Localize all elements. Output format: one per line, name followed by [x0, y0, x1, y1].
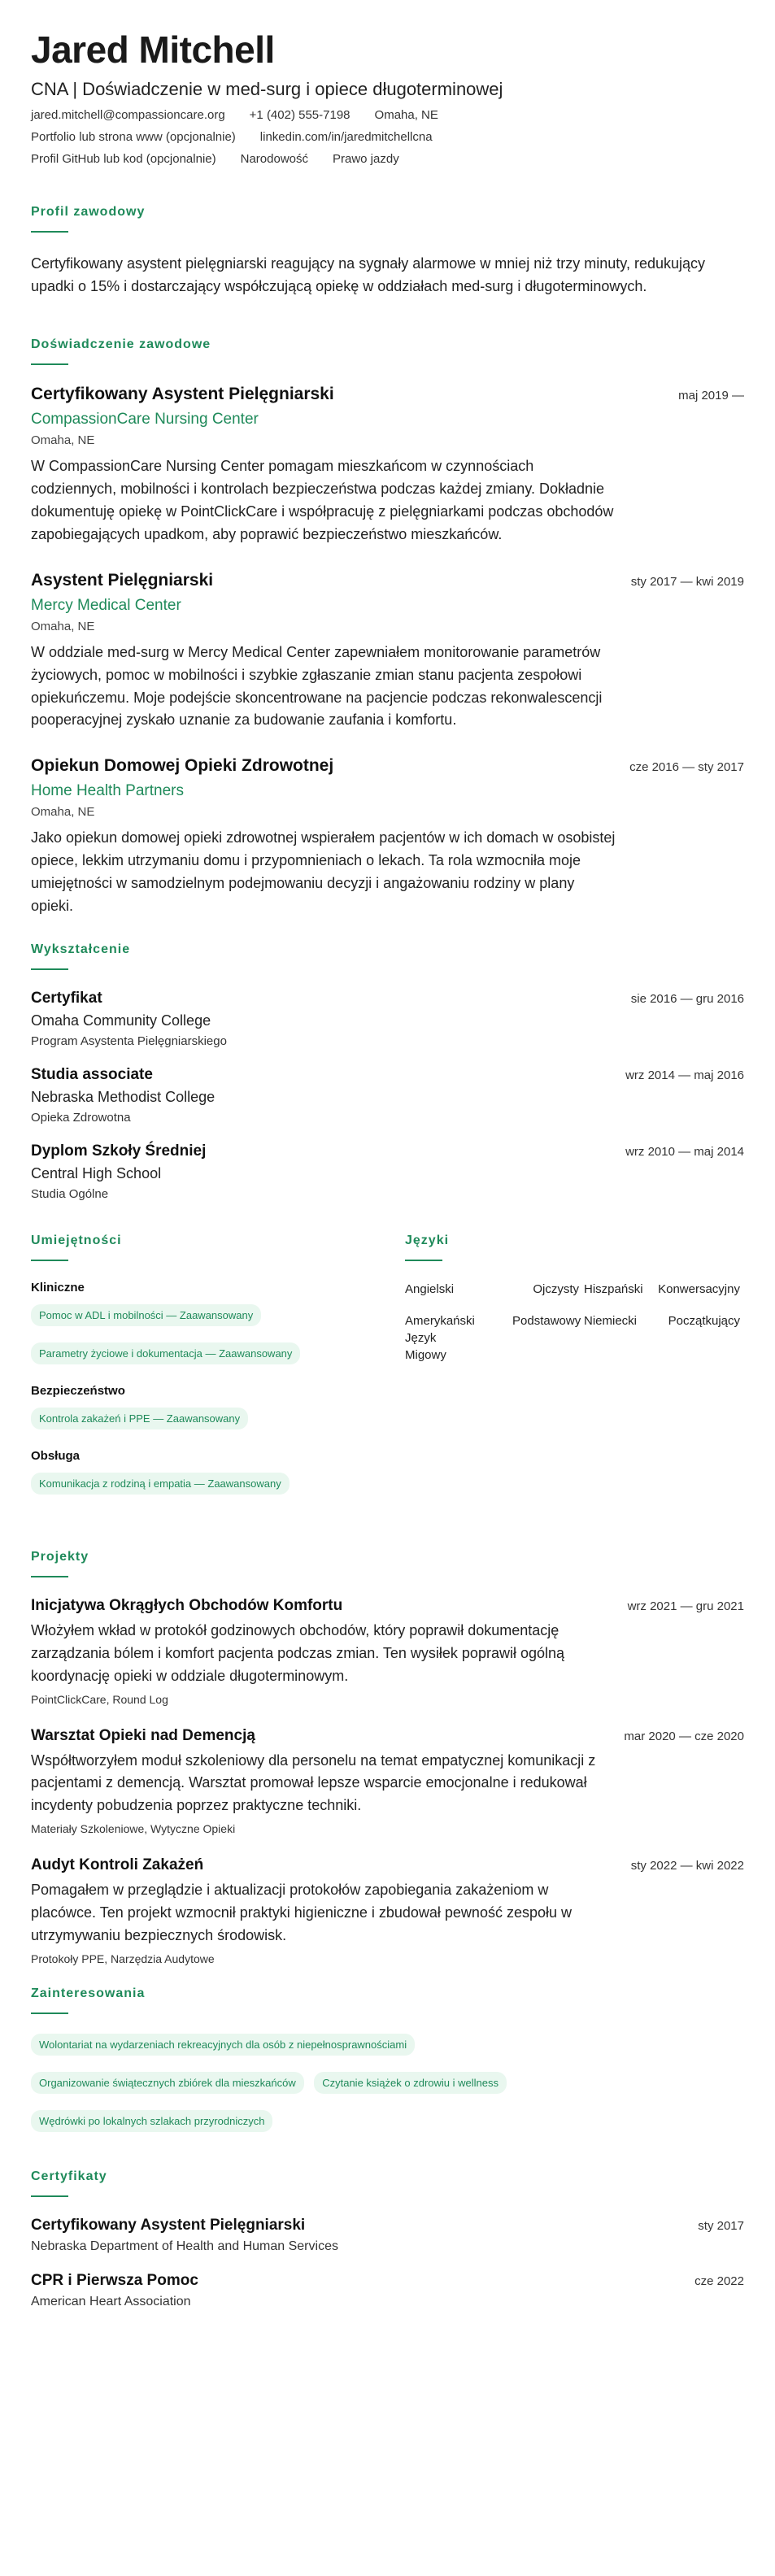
degree-title: Certyfikat	[31, 989, 102, 1007]
job-location: Omaha, NE	[31, 433, 95, 448]
language-level: Ojczysty	[533, 1281, 579, 1296]
section-divider	[31, 1576, 68, 1577]
project-tags: Materiały Szkoleniowe, Wytyczne Opieki	[31, 1822, 236, 1836]
skill-chip: Komunikacja z rodziną i empatia — Zaawansowany	[31, 1473, 290, 1495]
contact-nationality: Narodowość	[240, 151, 308, 166]
project-tags: Protokoły PPE, Narzędzia Audytowe	[31, 1952, 215, 1965]
experience-entry	[31, 385, 744, 546]
education-entry	[31, 1142, 744, 1201]
skill-chip: Kontrola zakażeń i PPE — Zaawansowany	[31, 1408, 248, 1429]
contact-row-2	[31, 130, 744, 144]
field-of-study: Program Asystenta Pielęgniarskiego	[31, 1033, 227, 1048]
section-divider	[31, 1260, 68, 1261]
project-dates: sty 2022 — kwi 2022	[630, 1859, 744, 1873]
job-description: W oddziale med-surg w Mercy Medical Center zapewniałem monitorowanie parametrów życiowych, pomoc w mobilności i szybkie zgłaszanie zmian stanu pacjenta zespołowi opiekuńczemu. Moje podejście skoncentrowane na pacjencie podczas rekonwalescencji pooperacyjnej zyskało uznanie za budowanie zaufania i komfortu.	[31, 643, 603, 729]
project-description: Pomagałem w przeglądzie i aktualizacji protokołów zapobiegania zakażeniom w placówce. Ten projekt wzmocnił praktyki higieniczne i zbudował pewność zespołu w utrzymywaniu bezpiecznych środowisk.	[31, 1882, 572, 1943]
job-title: Certyfikowany Asystent Pielęgniarski	[31, 385, 334, 404]
contact-row-1	[31, 108, 744, 122]
contact-email[interactable]: jared.mitchell@compassioncare.org	[31, 107, 225, 122]
project-entry	[31, 1727, 744, 1836]
field-of-study: Studia Ogólne	[31, 1186, 109, 1201]
language-name: Amerykański Język Migowy	[405, 1313, 475, 1362]
section-divider	[31, 363, 68, 365]
project-name: Warsztat Opieki nad Demencją	[31, 1726, 255, 1744]
project-tags: PointClickCare, Round Log	[31, 1692, 168, 1706]
education-dates: wrz 2014 — maj 2016	[625, 1068, 744, 1082]
interest-chip: Wędrówki po lokalnych szlakach przyrodniczych	[31, 2110, 272, 2132]
projects-section	[31, 1550, 744, 1965]
degree-title: Dyplom Szkoły Średniej	[31, 1142, 207, 1160]
interest-chip: Wolontariat na wydarzeniach rekreacyjnych dla osób z niepełnosprawnościami	[31, 2034, 415, 2056]
interests-section	[31, 1986, 744, 2140]
interest-chip: Czytanie książek o zdrowiu i wellness	[314, 2072, 507, 2094]
job-dates: sty 2017 — kwi 2019	[630, 574, 744, 589]
skill-chip: Parametry życiowe i dokumentacja — Zaawansowany	[31, 1342, 300, 1364]
section-title-experience: Doświadczenie zawodowe	[31, 337, 211, 352]
contact-github[interactable]: Profil GitHub lub kod (opcjonalnie)	[31, 151, 216, 166]
languages-column	[405, 1234, 744, 1511]
skill-category: Bezpieczeństwo	[31, 1383, 125, 1398]
language-row	[405, 1312, 744, 1364]
project-entry	[31, 1856, 744, 1965]
section-title-languages: Języki	[405, 1233, 450, 1247]
certificate-date: sty 2017	[698, 2218, 744, 2233]
education-dates: wrz 2010 — maj 2014	[625, 1144, 744, 1159]
employer-name: CompassionCare Nursing Center	[31, 411, 259, 429]
section-divider	[31, 968, 68, 970]
experience-section	[31, 337, 744, 918]
project-dates: wrz 2021 — gru 2021	[627, 1599, 744, 1613]
school-name: Omaha Community College	[31, 1012, 211, 1029]
field-of-study: Opieka Zdrowotna	[31, 1110, 131, 1125]
certificates-section	[31, 2169, 744, 2309]
section-title-certificates: Certyfikaty	[31, 2169, 107, 2183]
job-description: W CompassionCare Nursing Center pomagam mieszkańcom w czynnościach codziennych, mobilności i kontrolach bezpieczeństwa podczas każdej zmiany. Dokładnie dokumentuję opiekę w PointClickCare i współpracuję z pielęgniarkami podczas obchodów zapobiegających upadkom, aby poprawić bezpieczeństwo mieszkańców.	[31, 458, 614, 542]
language-level: Początkujący	[668, 1313, 740, 1328]
employer-name: Home Health Partners	[31, 782, 184, 800]
language-level: Podstawowy	[512, 1313, 581, 1328]
contact-row-3	[31, 152, 744, 166]
contact-location: Omaha, NE	[374, 107, 438, 122]
candidate-headline: CNA | Doświadczenie w med-surg i opiece długoterminowej	[31, 78, 503, 99]
section-divider	[31, 231, 68, 233]
skill-chip: Pomoc w ADL i mobilności — Zaawansowany	[31, 1304, 261, 1326]
certificate-issuer: American Heart Association	[31, 2294, 191, 2308]
profile-summary: Certyfikowany asystent pielęgniarski reagujący na sygnały alarmowe w mniej niż trzy minuty, redukujący upadki o 15% i dostarczający współczującą opiekę w oddziałach med-surg i długoterminowych.	[31, 255, 706, 295]
degree-title: Studia associate	[31, 1065, 153, 1083]
project-description: Włożyłem wkład w protokół godzinowych obchodów, który poprawił dokumentację zarządzania bólem i komfort pacjenta podczas zmian. Ten wysiłek poprawił ogólną koordynację opieki w oddziale długoterminowym.	[31, 1621, 565, 1684]
skill-category: Kliniczne	[31, 1280, 85, 1295]
contact-phone[interactable]: +1 (402) 555-7198	[249, 107, 350, 122]
experience-entry	[31, 756, 744, 918]
language-name: Niemiecki	[584, 1313, 638, 1328]
section-divider	[405, 1260, 442, 1261]
employer-name: Mercy Medical Center	[31, 596, 181, 614]
language-name: Angielski	[405, 1281, 455, 1296]
skills-languages-section	[31, 1234, 744, 1511]
job-description: Jako opiekun domowej opieki zdrowotnej wspierałem pacjentów w ich domach w osobistej opiece, lekkim utrzymaniu domu i przypomnieniach o lekach. Ta rola wzmocniła moje umiejętności w samodzielnym podejmowaniu decyzji i angażowaniu rodziny w plany opieki.	[31, 829, 616, 914]
job-title: Opiekun Domowej Opieki Zdrowotnej	[31, 756, 334, 776]
certificate-entry	[31, 2217, 744, 2254]
candidate-name: Jared Mitchell	[31, 28, 275, 71]
section-title-education: Wykształcenie	[31, 942, 131, 956]
job-location: Omaha, NE	[31, 805, 95, 820]
project-dates: mar 2020 — cze 2020	[624, 1729, 744, 1743]
contact-linkedin[interactable]: linkedin.com/in/jaredmitchellcna	[259, 129, 433, 144]
school-name: Nebraska Methodist College	[31, 1088, 216, 1105]
resume-header	[31, 29, 744, 166]
school-name: Central High School	[31, 1164, 162, 1181]
project-name: Audyt Kontroli Zakażeń	[31, 1856, 204, 1874]
language-level: Konwersacyjny	[658, 1281, 740, 1296]
skill-category: Obsługa	[31, 1448, 81, 1463]
certificate-entry	[31, 2272, 744, 2309]
certificate-date: cze 2022	[694, 2274, 744, 2288]
language-name: Hiszpański	[584, 1281, 643, 1296]
section-title-skills: Umiejętności	[31, 1233, 122, 1247]
section-divider	[31, 2012, 68, 2014]
job-title: Asystent Pielęgniarski	[31, 570, 214, 590]
certificate-name: Certyfikowany Asystent Pielęgniarski	[31, 2216, 306, 2234]
interest-chip: Organizowanie świątecznych zbiórek dla mieszkańców	[31, 2072, 304, 2094]
section-title-projects: Projekty	[31, 1549, 89, 1564]
contact-portfolio[interactable]: Portfolio lub strona www (opcjonalnie)	[31, 129, 236, 144]
section-divider	[31, 2195, 68, 2197]
job-location: Omaha, NE	[31, 619, 95, 633]
skills-column	[31, 1234, 372, 1511]
project-entry	[31, 1597, 744, 1706]
education-dates: sie 2016 — gru 2016	[630, 991, 744, 1006]
contact-driving-license: Prawo jazdy	[333, 151, 399, 166]
profile-section	[31, 205, 744, 299]
job-dates: maj 2019 —	[678, 389, 744, 403]
project-description: Współtworzyłem moduł szkoleniowy dla personelu na temat empatycznej komunikacji z pacjentami z demencją. Warsztat promował lepsze wsparcie emocjonalne i redukował incydenty pobudzenia poprzez praktyczne techniki.	[31, 1751, 596, 1814]
job-dates: cze 2016 — sty 2017	[629, 760, 744, 775]
education-entry	[31, 1066, 744, 1125]
education-entry	[31, 990, 744, 1048]
project-name: Inicjatywa Okrągłych Obchodów Komfortu	[31, 1596, 343, 1614]
section-title-interests: Zainteresowania	[31, 1986, 146, 2000]
experience-entry	[31, 571, 744, 733]
certificate-issuer: Nebraska Department of Health and Human Services	[31, 2239, 338, 2253]
language-row	[405, 1281, 744, 1298]
certificate-name: CPR i Pierwsza Pomoc	[31, 2271, 198, 2289]
education-section	[31, 942, 744, 1201]
section-title-profile: Profil zawodowy	[31, 204, 146, 219]
